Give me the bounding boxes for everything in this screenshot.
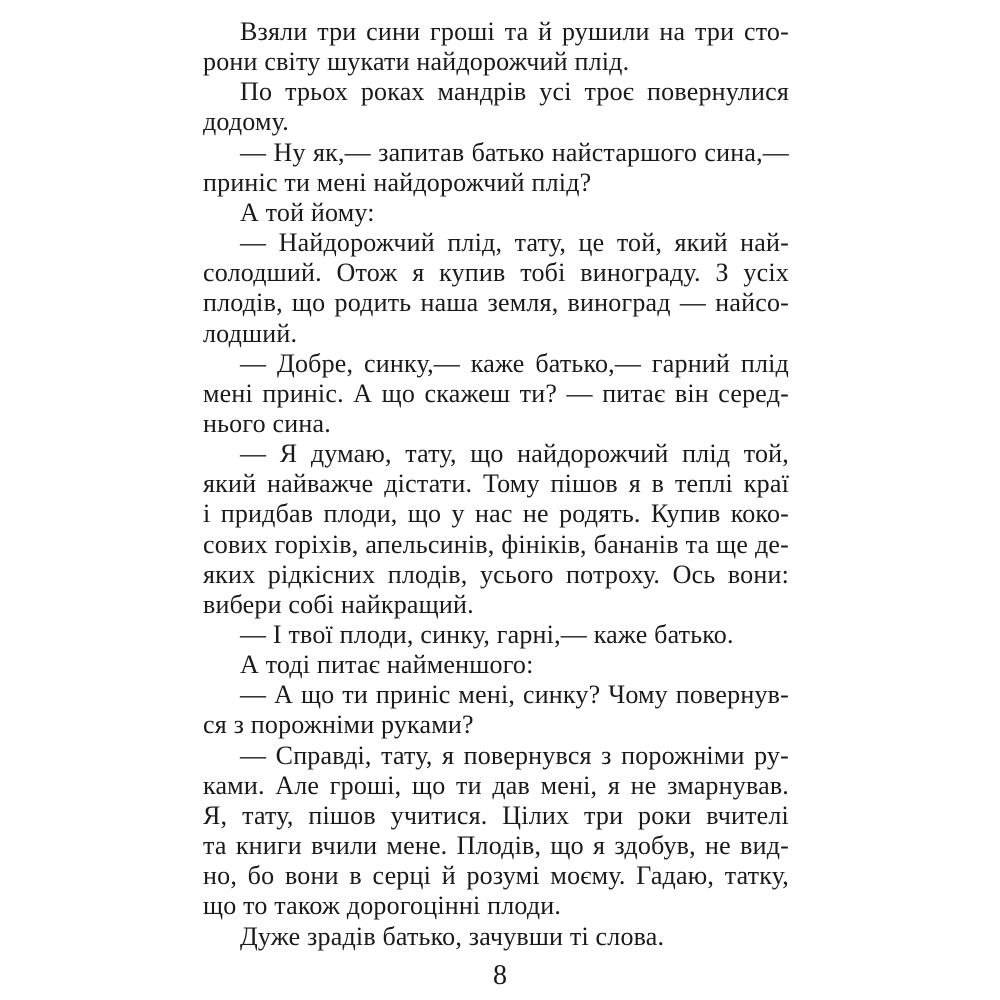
text-line: рони світу шукати найдорожчий плід.	[203, 47, 630, 77]
text-line: яких рідкісних плодів, усього потроху. Ось вони:	[203, 559, 789, 589]
text-line: мені приніс. А що скажеш ти? — питає він серед-	[203, 378, 789, 408]
text-line: солодший. Отож я купив тобі винограду. З усіх	[203, 258, 789, 288]
text-line: вибери собі найкращий.	[203, 589, 474, 619]
text-line: лодший.	[203, 318, 298, 348]
text-line: — Я думаю, тату, що найдорожчий плід той,	[240, 439, 789, 469]
text-line: ками. Але гроші, що ти дав мені, я не змарнував.	[203, 770, 789, 800]
text-line: Дуже зрадів батько, зачувши ті слова.	[240, 921, 665, 951]
text-line: плодів, що родить наша земля, виноград — найсо-	[203, 288, 789, 318]
text-line: — Ну як,— запитав батько найстаршого сина,—	[240, 137, 789, 167]
text-line: По трьох роках мандрів усі троє повернулися	[240, 77, 789, 107]
text-line: сових горіхів, апельсинів, фініків, бананів та ще де-	[203, 529, 789, 559]
text-line: який найважче дістати. Тому пішов я в теплі краї	[203, 469, 789, 499]
text-line: Я, тату, пішов учитися. Цілих три роки вчителі	[203, 800, 789, 830]
text-line: но, бо вони в серці й розумі моєму. Гадаю, татку,	[203, 861, 789, 891]
text-line: А тоді питає найменшого:	[240, 650, 534, 680]
text-line: і придбав плоди, що у нас не родять. Купив коко-	[203, 499, 789, 529]
text-line: додому.	[203, 107, 289, 137]
text-line: та книги вчили мене. Плодів, що я здобув, не вид-	[203, 831, 789, 861]
text-line: — Найдорожчий плід, тату, це той, який най-	[240, 228, 789, 258]
text-line: приніс ти мені найдорожчий плід?	[203, 167, 592, 197]
text-line: — Добре, синку,— каже батько,— гарний плід	[240, 348, 789, 378]
text-line: — Справді, тату, я повернувся з порожніми ру-	[240, 740, 789, 770]
text-line: — А що ти приніс мені, синку? Чому повернув-	[240, 680, 789, 710]
text-line: — І твої плоди, синку, гарні,— каже батько.	[240, 620, 734, 649]
text-line: що то також дорогоцінні плоди.	[203, 891, 562, 921]
page-number: 8	[493, 960, 507, 991]
text-line: А той йому:	[240, 197, 375, 227]
text-line: ся з порожніми руками?	[203, 710, 474, 740]
text-line: Взяли три сини гроші та й рушили на три сто-	[240, 17, 789, 46]
text-line: нього сина.	[203, 408, 331, 438]
